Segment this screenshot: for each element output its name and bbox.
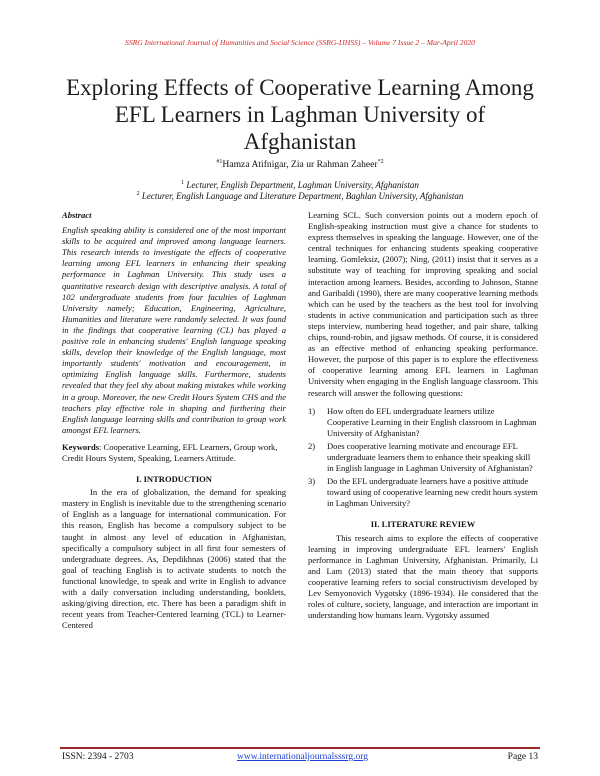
journal-website-link[interactable]: www.internationaljournalsssrg.org <box>237 752 368 762</box>
abstract-heading: Abstract <box>62 210 92 220</box>
question-number: 2) <box>308 440 316 451</box>
left-column <box>62 210 286 631</box>
keywords-label: Keywords <box>62 441 100 452</box>
introduction-heading: I. INTRODUCTION <box>136 474 212 485</box>
literature-text: This research aims to explore the effects of cooperative learning in improving undergraduate EFL learners' English performance in Laghman University, Afghanistan. Primarily, Li and Lam (2013) stated that the main theory that supports cooperative learning refers to social constructivism developed by Lev Semyonovich Vygotsky (1896-1934). He considered that the roles of culture, society, language, and interaction are important in understanding how humans learn. Vygotsky assumed <box>308 532 538 621</box>
question-number: 1) <box>308 405 316 416</box>
affiliation-2 <box>0 191 600 201</box>
affiliation-2-text: Lecturer, English Language and Literature Department, Baghlan University, Afghanistan <box>139 191 464 201</box>
author-line <box>0 159 600 170</box>
question-item <box>308 476 538 509</box>
author2-mark: *2 <box>377 159 384 165</box>
journal-header: SSRG International Journal of Humanities and Social Science (SSRG-IJHSS) – Volume 7 Issue 2 – Mar-April 2020 <box>125 38 475 47</box>
keywords-text: : Cooperative Learning, EFL Learners, Group work, Credit Hours System, Speaking, Learners Attitude. <box>62 441 278 463</box>
affiliation-1 <box>0 180 600 190</box>
question-text: How often do EFL undergraduate learners utilize Cooperative Learning in their English classroom in Laghman University of Afghanistan? <box>327 405 537 438</box>
author1-name: Hamza Atifnigar, <box>222 159 289 171</box>
introduction-text: In the era of globalization, the demand for speaking mastery in English is inevitable due to the strengthening scenario of English as a language for international communication. For this reason, English has become a compulsory subject to be taught in almost any level of education in Afghanistan, specifically a compulsory subject in all first four semesters of undergraduate degrees. As, Depdikhnas (2006) stated that the goal of teaching English is to activate students to notch the functional knowledge, to speak and write in English to advance with a daily conversation including understanding, booklets, asking/giving direction, etc. There has been a paradigm shift in recent years from Teacher-Centered learning (TCL) to Learner-Centered <box>62 487 286 631</box>
keywords <box>62 442 286 464</box>
research-questions <box>308 406 538 510</box>
question-item <box>308 441 538 474</box>
page-number: Page 13 <box>507 752 538 762</box>
question-item <box>308 406 538 439</box>
literature-heading: II. LITERATURE REVIEW <box>370 519 476 530</box>
question-number: 3) <box>308 476 316 487</box>
paper-title: Exploring Effects of Cooperative Learning Among EFL Learners in Laghman University of Afghanistan <box>66 75 534 154</box>
affiliation-2-mark: 2 <box>136 191 140 197</box>
question-text: Do the EFL undergraduate learners have a positive attitude toward using of cooperative learning new credit hours system in Laghman University? <box>327 476 538 509</box>
footer-rule <box>60 747 540 749</box>
author2-name: Zia ur Rahman Zaheer <box>288 159 378 171</box>
introduction-continued: Learning SCL. Such conversion points out a modern epoch of English-speaking instruction must give a chance for students to express themselves in speaking the language. However, one of the central techniques for enhancing students speaking cooperative learning. Gomleksiz, (2007); Ning, (2011) insist that it serves as a substitute way of teaching for improving speaking and social interaction among learners. Besides, according to Johnson, Stanne and Garibaldi (1990), there are many cooperative learning methods which can be used by the teachers as the best tool for involving students in active communication and participation such as three steps interview, numbering head together, and pair share, talking chips, round-robin, and jigsaw methods. Of course, it is considered as an effective method of enhancing speaking performance. However, the purpose of this paper is to explore the effectiveness of cooperative learning among EFL learners in Laghman University when engaging in the English language classroom. This research will answer the following questions: <box>308 210 538 398</box>
question-text: Does cooperative learning motivate and encourage EFL undergraduate learners them to enhance their speaking skill in English language in Laghman University of Afghanistan? <box>327 440 533 474</box>
author1-mark: #1 <box>216 159 223 165</box>
issn-number: ISSN: 2394 - 2703 <box>62 752 134 762</box>
abstract-text: English speaking ability is considered one of the most important skills to be acquired and improved among language learners. This research intends to investigate the effects of cooperative learning among EFL learners in enhancing their speaking performance in Laghman University. This study uses a quantitative research design with descriptive analysis. A total of 102 undergraduate students from four faculties of Laghman University namely; Education, Engineering, Agriculture, Humanities and literature were randomly selected. It was found in the findings that cooperative learning (CL) has played a positive role in enhancing students' English language speaking skills, develop their knowledge of the English language, most importantly students' motivation and encouragement, in optimizing English language skills. Furthermore, students revealed that they feel shy about making mistakes while working in a group. Moreover, the new Credit Hours System CHS and the teachers play effective role in shaping and furthering their English language learning skills and contribution to group work amongst EFL learners. <box>62 225 286 435</box>
affiliation-1-mark: 1 <box>181 180 185 186</box>
affiliation-1-text: Lecturer, English Department, Laghman University, Afghanistan <box>184 180 419 190</box>
right-column <box>308 210 538 621</box>
